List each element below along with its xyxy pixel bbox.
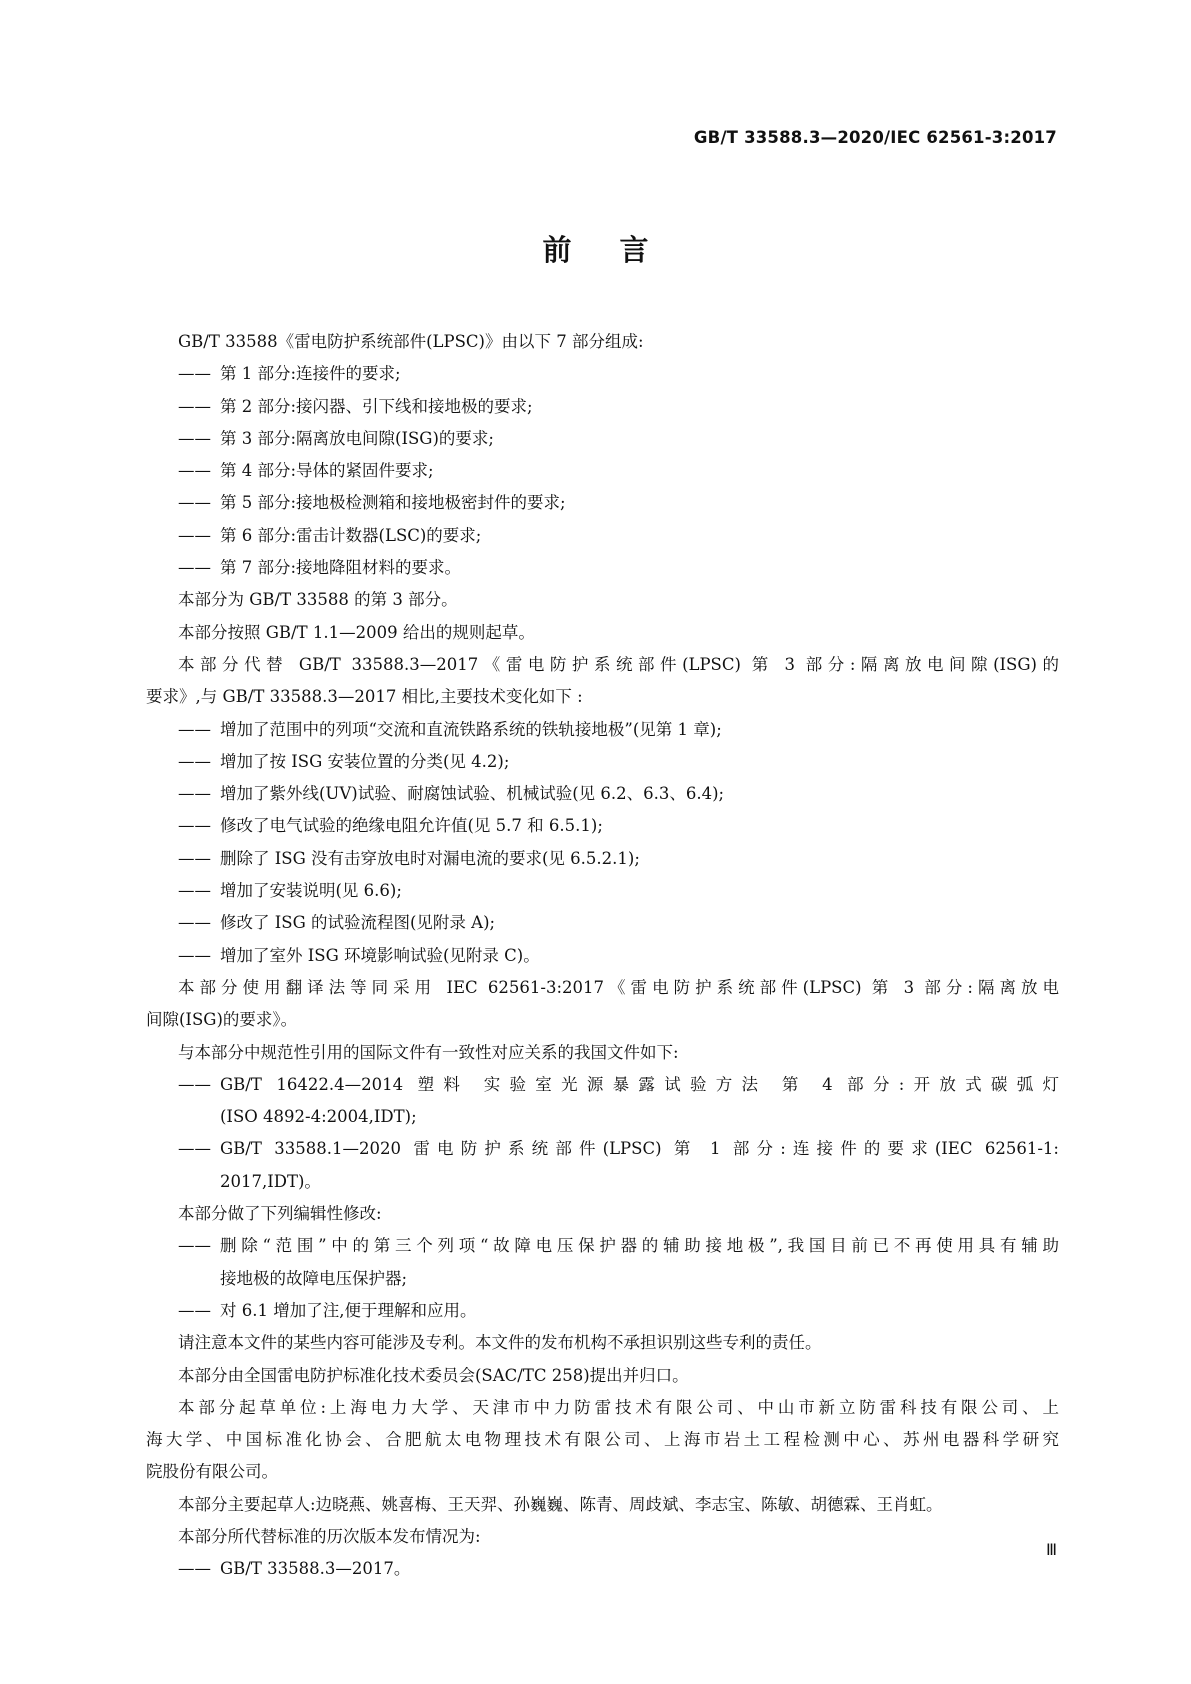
list-dash: —— [178, 1074, 211, 1094]
history-intro-paragraph: 本部分所代替标准的历次版本发布情况为: [178, 1526, 481, 1546]
list-item-text: 接地极的故障电压保护器; [220, 1268, 408, 1288]
standard-code: GB/T 33588.3—2020/IEC 62561-3:2017 [693, 128, 1057, 147]
drafting-units-line: 院股份有限公司。 [146, 1462, 278, 1482]
list-item-text: (ISO 4892-4:2004,IDT); [220, 1107, 417, 1127]
list-dash: —— [178, 816, 211, 836]
drafters-paragraph: 本部分主要起草人:边晓燕、姚喜梅、王天羿、孙巍巍、陈青、周歧斌、李志宝、陈敏、胡德霖、王肖虹。 [178, 1494, 943, 1514]
list-item-text: 增加了紫外线(UV)试验、耐腐蚀试验、机械试验(见 6.2、6.3、6.4); [220, 784, 725, 804]
list-item-text: 增加了安装说明(见 6.6); [220, 881, 402, 901]
list-item [146, 1553, 1059, 1585]
replaces-paragraph-line: 本部分代替 GB/T 33588.3—2017《雷电防护系统部件(LPSC) 第 3 部分:隔离放电间隙(ISG)的 [178, 654, 1059, 674]
list-item [146, 746, 1059, 778]
list-dash: —— [178, 751, 211, 771]
list-item [146, 487, 1059, 519]
list-item-text: 增加了范围中的列项“交流和直流铁路系统的铁轨接地极”(见第 1 章); [220, 719, 722, 739]
list-item-text: GB/T 16422.4—2014 塑料 实验室光源暴露试验方法 第 4 部分:开放式碳弧灯 [220, 1074, 1059, 1094]
list-dash: —— [178, 848, 211, 868]
document-body [146, 326, 1059, 1586]
list-item-text: 删除了 ISG 没有击穿放电时对漏电流的要求(见 6.5.2.1); [220, 848, 640, 868]
replaces-paragraph-line: 要求》,与 GB/T 33588.3—2017 相比,主要技术变化如下 : [146, 687, 583, 707]
list-item-text: 对 6.1 增加了注,便于理解和应用。 [220, 1300, 477, 1320]
list-dash: —— [178, 1300, 211, 1320]
drafting-rule-paragraph: 本部分按照 GB/T 1.1—2009 给出的规则起草。 [178, 622, 535, 642]
edits-intro-paragraph: 本部分做了下列编辑性修改: [178, 1204, 382, 1224]
list-item-text: 删除“范围”中的第三个列项“故障电压保护器的辅助接地极”,我国目前已不再使用具有辅助 [220, 1236, 1059, 1256]
list-item [146, 1230, 1059, 1295]
list-item [146, 843, 1059, 875]
list-item-text: 第 4 部分:导体的紧固件要求; [220, 461, 434, 481]
list-dash: —— [178, 1236, 211, 1256]
list-item [146, 940, 1059, 972]
list-item-text: 修改了 ISG 的试验流程图(见附录 A); [220, 913, 496, 933]
list-dash: —— [178, 461, 211, 481]
list-item-text: 增加了按 ISG 安装位置的分类(见 4.2); [220, 751, 510, 771]
list-item [146, 778, 1059, 810]
proposed-by-paragraph: 本部分由全国雷电防护标准化技术委员会(SAC/TC 258)提出并归口。 [178, 1365, 689, 1385]
corresponding-intro-paragraph: 与本部分中规范性引用的国际文件有一致性对应关系的我国文件如下: [178, 1042, 679, 1062]
list-dash: —— [178, 364, 211, 384]
list-item-text: 第 1 部分:连接件的要求; [220, 364, 401, 384]
list-item [146, 1069, 1059, 1134]
list-item [146, 907, 1059, 939]
list-dash: —— [178, 945, 211, 965]
adoption-paragraph-line: 本部分使用翻译法等同采用 IEC 62561-3:2017《雷电防护系统部件(LPSC) 第 3 部分:隔离放电 [178, 977, 1059, 997]
list-item-text: GB/T 33588.1—2020 雷电防护系统部件(LPSC) 第 1 部分:连接件的要求(IEC 62561-1: [220, 1139, 1059, 1159]
list-dash: —— [178, 525, 211, 545]
list-item [146, 520, 1059, 552]
list-item [146, 875, 1059, 907]
list-dash: —— [178, 913, 211, 933]
list-dash: —— [178, 1559, 211, 1579]
list-item [146, 1133, 1059, 1198]
list-item [146, 810, 1059, 842]
this-part-paragraph: 本部分为 GB/T 33588 的第 3 部分。 [178, 590, 458, 610]
list-dash: —— [178, 558, 211, 578]
adoption-paragraph-line: 间隙(ISG)的要求》。 [146, 1010, 298, 1030]
list-item-text: GB/T 33588.3—2017。 [220, 1559, 411, 1579]
drafting-units-line: 本部分起草单位:上海电力大学、天津市中力防雷技术有限公司、中山市新立防雷科技有限公司、上 [178, 1397, 1059, 1417]
list-item-text: 第 2 部分:接闪器、引下线和接地极的要求; [220, 396, 533, 416]
intro-paragraph: GB/T 33588《雷电防护系统部件(LPSC)》由以下 7 部分组成: [178, 332, 644, 351]
list-item-text: 修改了电气试验的绝缘电阻允许值(见 5.7 和 6.5.1); [220, 816, 603, 836]
page-number: Ⅲ [1045, 1542, 1057, 1559]
list-item-text: 增加了室外 ISG 环境影响试验(见附录 C)。 [220, 945, 540, 965]
list-item-text: 第 7 部分:接地降阻材料的要求。 [220, 558, 462, 578]
list-dash: —— [178, 881, 211, 901]
list-item [146, 1295, 1059, 1327]
list-item [146, 423, 1059, 455]
list-item-text: 2017,IDT)。 [220, 1171, 321, 1191]
list-item [146, 552, 1059, 584]
list-dash: —— [178, 428, 211, 448]
list-dash: —— [178, 396, 211, 416]
list-item [146, 714, 1059, 746]
drafting-units-line: 海大学、中国标准化协会、合肥航太电物理技术有限公司、上海市岩土工程检测中心、苏州电器科学研究 [146, 1430, 1059, 1450]
list-item-text: 第 5 部分:接地极检测箱和接地极密封件的要求; [220, 493, 566, 513]
list-item [146, 358, 1059, 390]
list-dash: —— [178, 493, 211, 513]
list-dash: —— [178, 1139, 211, 1159]
patent-note-paragraph: 请注意本文件的某些内容可能涉及专利。本文件的发布机构不承担识别这些专利的责任。 [178, 1333, 822, 1353]
list-item-text: 第 6 部分:雷击计数器(LSC)的要求; [220, 525, 482, 545]
list-item-text: 第 3 部分:隔离放电间隙(ISG)的要求; [220, 428, 494, 448]
list-dash: —— [178, 784, 211, 804]
page-title: 前言 [542, 233, 697, 267]
list-item [146, 391, 1059, 423]
list-item [146, 455, 1059, 487]
list-dash: —— [178, 719, 211, 739]
